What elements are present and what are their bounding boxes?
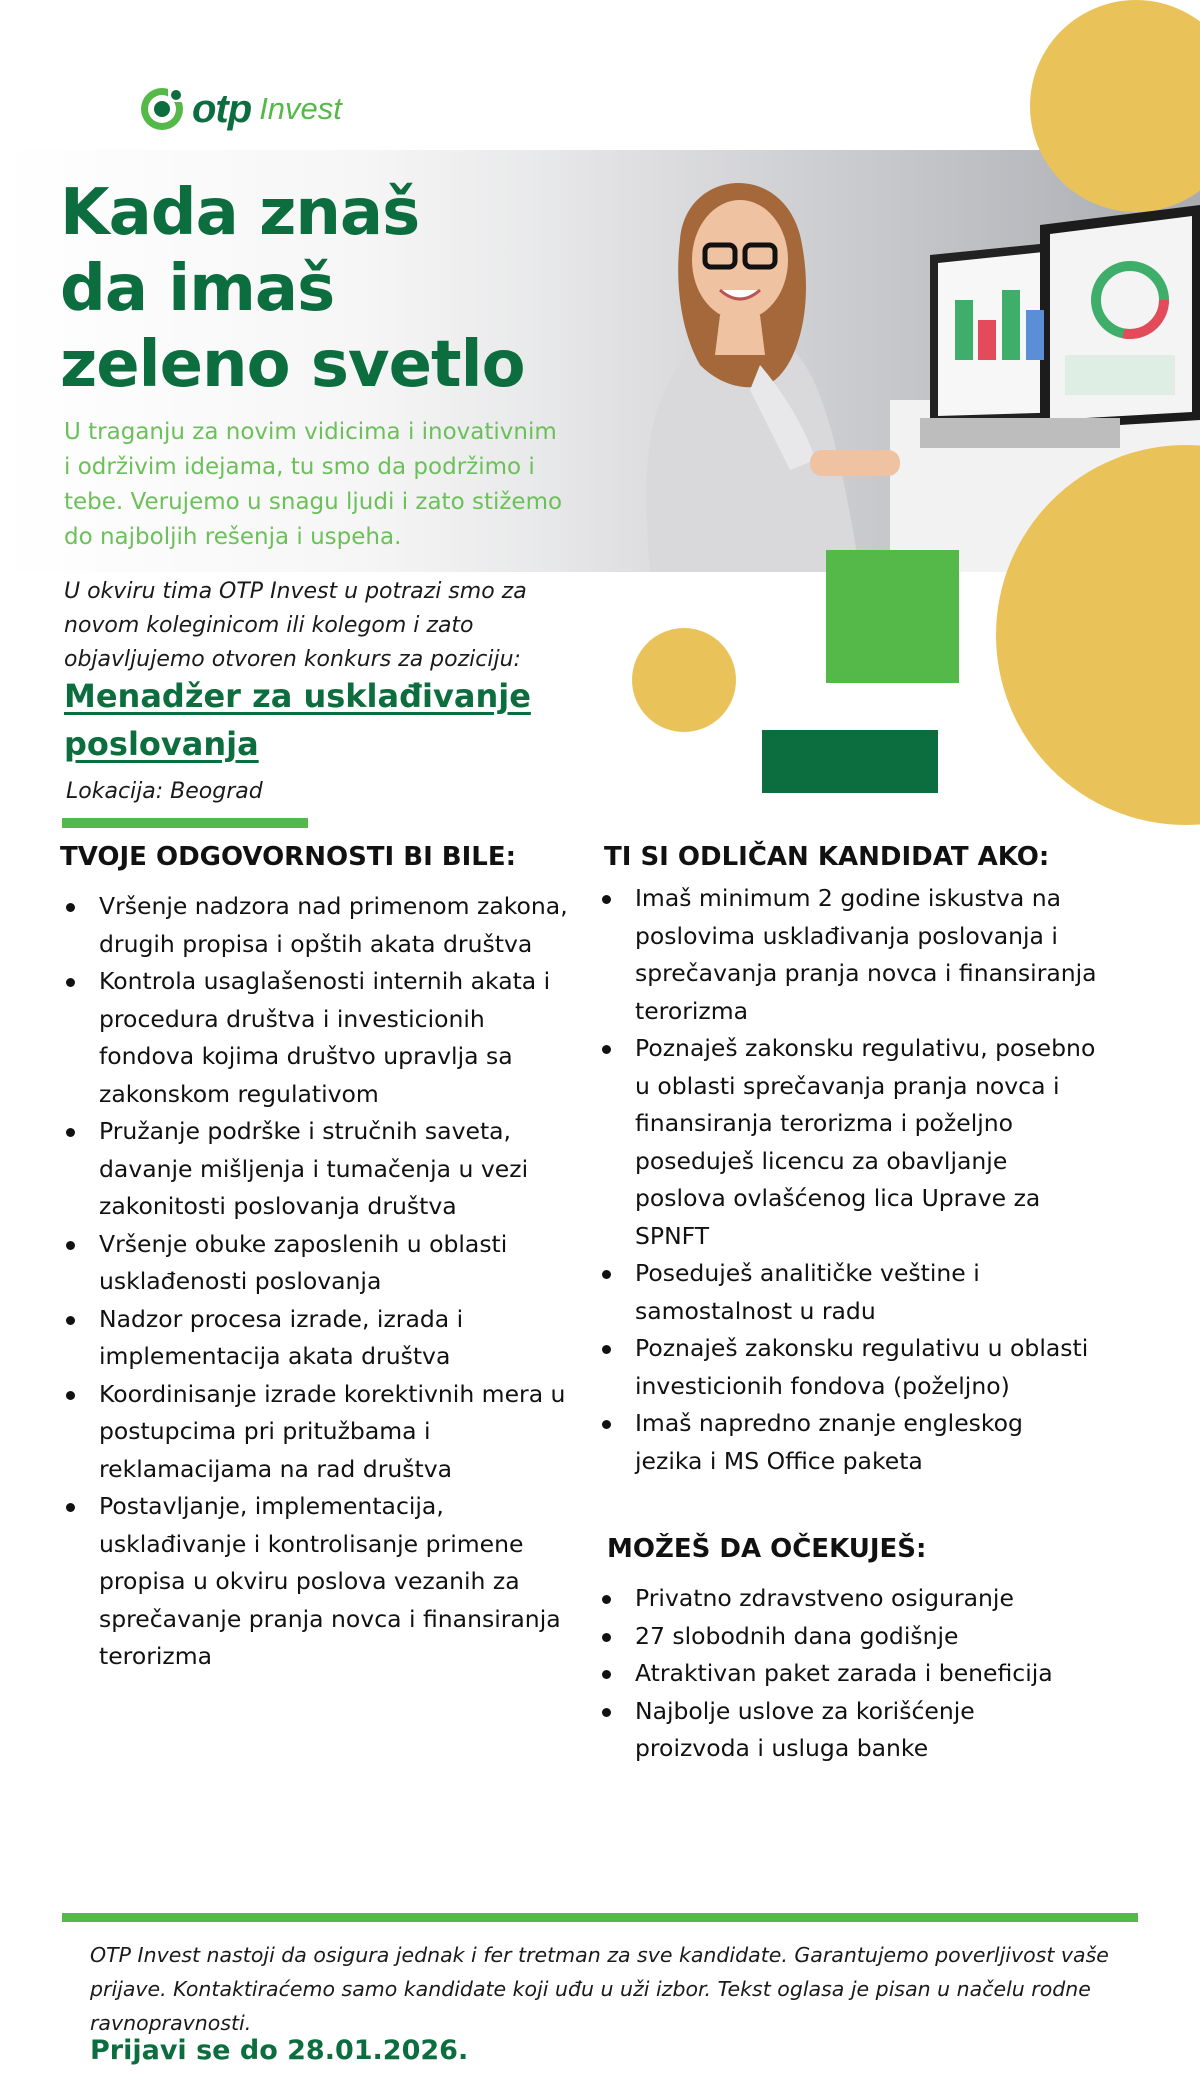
list-item: Nadzor procesa izrade, izrada i implementacija akata društva <box>61 1301 571 1376</box>
list-item: Postavljanje, implementacija, usklađivanje i kontrolisanje primene propisa u okviru poslova vezanih za sprečavanje pranja novca i finansiranja terorizma <box>61 1488 571 1676</box>
apply-deadline: Prijavi se do 28.01.2026. <box>90 2035 469 2066</box>
decorative-rect-dark <box>762 730 938 793</box>
headline-line: Kada znaš <box>60 176 420 250</box>
list-item: Poznaješ zakonsku regulativu, posebno u oblasti sprečavanja pranja novca i finansiranja terorizma i poželjno poseduješ licencu za obavljanje poslova ovlašćenog lica Uprave za SPNFT <box>597 1030 1097 1255</box>
headline-line: da imaš <box>60 252 335 326</box>
otp-invest-logo <box>138 86 342 132</box>
list-item: Kontrola usaglašenosti internih akata i procedura društva i investicionih fondova kojima društvo upravlja sa zakonskom regulativom <box>61 963 571 1113</box>
responsibilities-list <box>61 888 571 1676</box>
list-item: Pružanje podrške i stručnih saveta, davanje mišljenja i tumačenja u vezi zakonitosti poslovanja društva <box>61 1113 571 1226</box>
list-item: 27 slobodnih dana godišnje <box>597 1618 1097 1656</box>
footer-divider <box>62 1913 1138 1922</box>
list-item: Poseduješ analitičke veštine i samostalnost u radu <box>597 1255 1097 1330</box>
requirements-heading: TI SI ODLIČAN KANDIDAT AKO: <box>604 842 1050 872</box>
decorative-circle-small <box>632 628 736 732</box>
list-item: Atraktivan paket zarada i beneficija <box>597 1655 1097 1693</box>
logo-text-otp: otp <box>192 86 252 131</box>
responsibilities-heading: TVOJE ODGOVORNOSTI BI BILE: <box>60 842 517 872</box>
requirements-list <box>597 880 1097 1480</box>
list-item: Imaš napredno znanje engleskog jezika i MS Office paketa <box>597 1405 1097 1480</box>
job-position-title: Menadžer za usklađivanje poslovanja <box>64 677 531 763</box>
hero-intro-text: U traganju za novim vidicima i inovativnim i održivim idejama, tu smo da podržimo i tebe. Verujemo u snagu ljudi i zato stižemo do najboljih rešenja i uspeha. <box>64 419 563 550</box>
list-item: Najbolje uslove za korišćenje proizvoda i usluga banke <box>597 1693 1097 1768</box>
list-item: Koordinisanje izrade korektivnih mera u postupcima pri pritužbama i reklamacijama na rad društva <box>61 1376 571 1489</box>
job-lead-text: U okviru tima OTP Invest u potrazi smo za novom koleginicom ili kolegom i zato objavljujemo otvoren konkurs za poziciju: <box>64 579 527 672</box>
list-item: Poznaješ zakonsku regulativu u oblasti investicionih fondova (poželjno) <box>597 1330 1097 1405</box>
job-location: Lokacija: Beograd <box>66 779 263 804</box>
footer-disclaimer: OTP Invest nastoji da osigura jednak i fer tretman za sve kandidate. Garantujemo poverljivost vaše prijave. Kontaktiraćemo samo kandidate koji uđu u uži izbor. Tekst oglasa je pisan u načelu rodne ravnopravnosti. <box>90 1943 1109 2035</box>
benefits-list <box>597 1580 1097 1768</box>
list-item: Imaš minimum 2 godine iskustva na poslovima usklađivanja poslovanja i sprečavanja pranja novca i finansiranja terorizma <box>597 880 1097 1030</box>
headline-line: zeleno svetlo <box>60 328 525 402</box>
logo-text-invest: Invest <box>259 91 342 126</box>
list-item: Vršenje obuke zaposlenih u oblasti usklađenosti poslovanja <box>61 1226 571 1301</box>
benefits-heading: MOŽEŠ DA OČEKUJEŠ: <box>607 1534 927 1564</box>
location-divider <box>62 818 308 828</box>
hero-headline <box>60 175 580 403</box>
list-item: Privatno zdravstveno osiguranje <box>597 1580 1097 1618</box>
list-item: Vršenje nadzora nad primenom zakona, drugih propisa i opštih akata društva <box>61 888 571 963</box>
otp-logo-icon <box>138 86 186 132</box>
decorative-square-green <box>826 550 959 683</box>
